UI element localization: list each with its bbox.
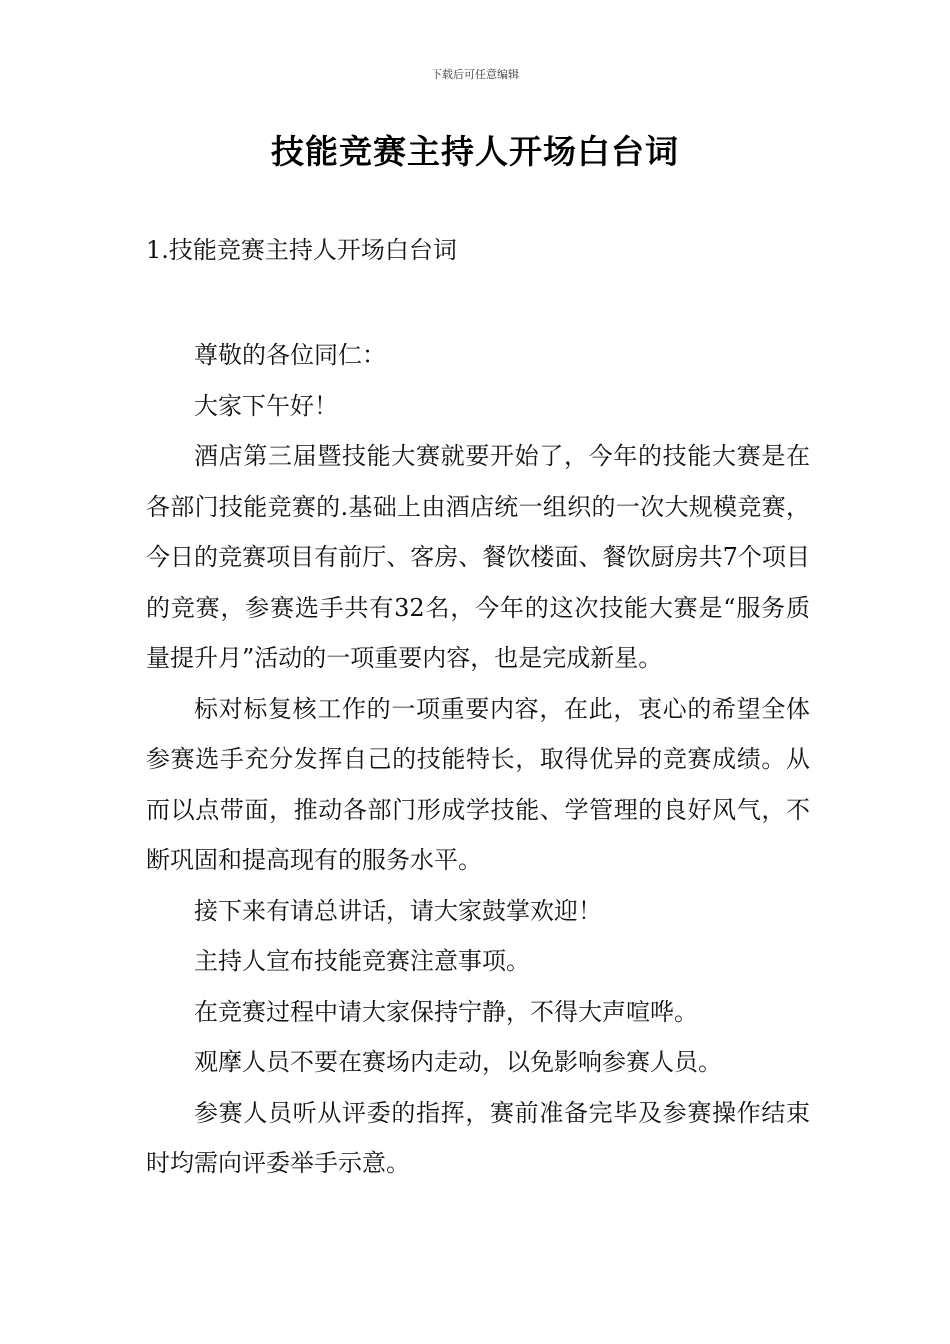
- paragraph-wishes: 标对标复核工作的一项重要内容，在此，衷心的希望全体参赛选手充分发挥自己的技能特长，取得优异的竞赛成绩。从而以点带面，推动各部门形成学技能、学管理的良好风气，不断巩固和提高现有的服务水平。: [146, 694, 810, 874]
- paragraph-rule-observers: 观摩人员不要在赛场内走动，以免影响参赛人员。: [194, 1048, 722, 1076]
- section-heading: 1.技能竞赛主持人开场白台词: [146, 236, 457, 264]
- document-title: 技能竞赛主持人开场白台词: [271, 132, 679, 171]
- paragraph-rule-quiet: 在竞赛过程中请大家保持宁静，不得大声喧哗。: [194, 997, 698, 1026]
- paragraph-intro: 酒店第三届暨技能大赛就要开始了，今年的技能大赛是在各部门技能竞赛的.基础上由酒店统一组织的一次大规模竞赛，今日的竞赛项目有前厅、客房、餐饮楼面、餐饮厨房共7个项目的竞赛，参赛选手共有32名，今年的这次技能大赛是“服务质量提升月”活动的一项重要内容，也是完成新星。: [146, 442, 810, 672]
- paragraph-notice: 主持人宣布技能竞赛注意事项。: [194, 947, 530, 975]
- body-text: [146, 330, 810, 1189]
- paragraph-speech: 接下来有请总讲话，请大家鼓掌欢迎！: [194, 896, 602, 925]
- paragraph-rule-participants: 参赛人员听从评委的指挥，赛前准备完毕及参赛操作结束时均需向评委举手示意。: [146, 1098, 810, 1177]
- paragraph-salutation: 尊敬的各位同仁：: [194, 341, 386, 369]
- paragraph-greeting: 大家下午好！: [194, 391, 338, 420]
- header-note: 下载后可任意编辑: [431, 68, 519, 81]
